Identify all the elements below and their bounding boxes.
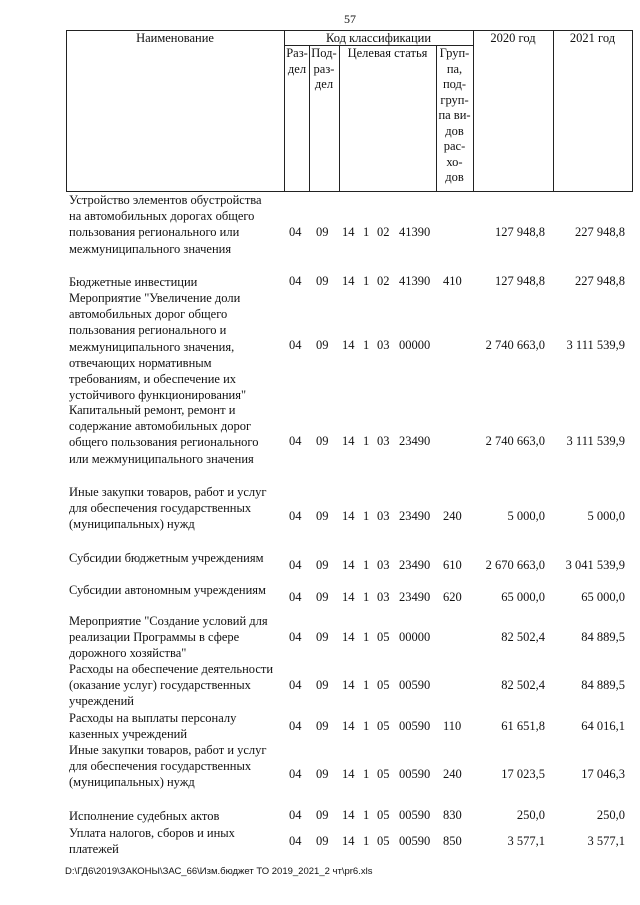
cell-amount-2021: 17 046,3 [581,767,625,781]
row-name: Бюджетные инвестиции [69,275,198,289]
cell-amount-2021: 227 948,8 [575,225,625,239]
cell-razdel: 04 [289,434,302,448]
cell-target-subprogram: 1 [363,767,370,781]
cell-target-event: 03 [377,434,390,448]
header-group [436,46,473,186]
cell-target-event: 05 [377,719,390,733]
header-razdel [284,46,310,77]
cell-razdel: 04 [289,558,302,572]
cell-amount-2020: 5 000,0 [507,509,545,523]
cell-razdel: 04 [289,509,302,523]
cell-target-program: 14 [342,678,355,692]
cell-target-code: 23490 [399,434,431,448]
cell-razdel: 04 [289,678,302,692]
cell-razdel: 04 [289,630,302,644]
cell-target-program: 14 [342,834,355,848]
cell-amount-2021: 5 000,0 [587,509,625,523]
cell-expense-type: 240 [443,767,462,781]
header-podrazdel-line: раз- [313,61,335,76]
cell-target-program: 14 [342,225,355,239]
cell-target-subprogram: 1 [363,509,370,523]
cell-podrazdel: 09 [316,630,329,644]
cell-amount-2020: 17 023,5 [501,767,545,781]
row-name: Иные закупки товаров, работ и услуг для обеспечения государственных (муниципальных) нужд [69,743,267,790]
header-podrazdel [309,46,339,93]
cell-target-event: 02 [377,225,390,239]
cell-expense-type: 410 [443,274,462,288]
cell-podrazdel: 09 [316,719,329,733]
cell-amount-2021: 250,0 [596,808,625,822]
cell-target-program: 14 [342,808,355,822]
row-name: Исполнение судебных актов [69,809,220,823]
cell-amount-2021: 84 889,5 [581,678,625,692]
header-group-line: дов [445,170,464,184]
cell-razdel: 04 [289,834,302,848]
header-divider [553,30,554,192]
cell-target-program: 14 [342,434,355,448]
cell-target-subprogram: 1 [363,590,370,604]
cell-target-code: 00590 [399,808,431,822]
header-group-line: рас- [443,139,466,153]
cell-target-subprogram: 1 [363,434,370,448]
cell-razdel: 04 [289,274,302,288]
cell-target-subprogram: 1 [363,834,370,848]
cell-podrazdel: 09 [316,767,329,781]
header-podrazdel-line: Под- [311,46,337,60]
row-name: Субсидии бюджетным учреждениям [69,551,264,565]
header-left-border [66,30,67,192]
cell-amount-2021: 3 111 539,9 [566,338,625,352]
cell-target-subprogram: 1 [363,630,370,644]
cell-podrazdel: 09 [316,225,329,239]
cell-amount-2020: 61 651,8 [501,719,545,733]
row-name: Субсидии автономным учреждениям [69,583,266,597]
cell-amount-2021: 84 889,5 [581,630,625,644]
cell-target-program: 14 [342,558,355,572]
cell-target-program: 14 [342,338,355,352]
cell-target-event: 03 [377,558,390,572]
file-path-footer: D:\ГД6\2019\ЗАКОНЫ\ЗАС_66\Изм.бюджет ТО 2019_2021_2 чт\pr6.xls [65,866,373,877]
cell-amount-2020: 127 948,8 [495,274,545,288]
cell-amount-2020: 2 740 663,0 [485,434,545,448]
cell-target-code: 41390 [399,274,431,288]
cell-target-code: 23490 [399,558,431,572]
cell-podrazdel: 09 [316,834,329,848]
row-name: Иные закупки товаров, работ и услуг для обеспечения государственных (муниципальных) нужд [69,485,267,532]
cell-amount-2021: 64 016,1 [581,719,625,733]
cell-podrazdel: 09 [316,509,329,523]
header-year-2021: 2021 год [569,31,616,45]
header-classification: Код классификации [325,31,432,45]
cell-target-code: 00590 [399,767,431,781]
cell-target-event: 03 [377,590,390,604]
cell-amount-2021: 3 111 539,9 [566,434,625,448]
header-year-2020: 2020 год [490,31,536,45]
page-number: 57 [344,12,356,26]
row-name: Капитальный ремонт, ремонт и содержание автомобильных дорог общего пользования регионального или межмуниципального значения [69,403,259,466]
cell-expense-type: 110 [443,719,462,733]
header-target: Целевая статья [347,46,428,60]
header-divider [339,45,340,192]
cell-razdel: 04 [289,590,302,604]
cell-target-program: 14 [342,767,355,781]
cell-target-subprogram: 1 [363,338,370,352]
cell-amount-2021: 3 577,1 [587,834,625,848]
cell-expense-type: 850 [443,834,462,848]
cell-amount-2020: 2 740 663,0 [485,338,545,352]
cell-expense-type: 620 [443,590,462,604]
cell-target-subprogram: 1 [363,274,370,288]
cell-amount-2020: 250,0 [516,808,545,822]
cell-expense-type: 830 [443,808,462,822]
cell-target-event: 05 [377,834,390,848]
cell-target-program: 14 [342,719,355,733]
row-name: Устройство элементов обустройства на автомобильных дорогах общего пользования регионального или межмуниципального значения [69,193,262,256]
cell-target-program: 14 [342,590,355,604]
cell-target-code: 23490 [399,509,431,523]
cell-target-code: 00590 [399,834,431,848]
cell-podrazdel: 09 [316,678,329,692]
header-group-line: под- [442,77,467,91]
cell-expense-type: 610 [443,558,462,572]
header-podrazdel-line: дел [314,77,334,91]
header-razdel-line: Раз- [286,46,308,60]
cell-razdel: 04 [289,225,302,239]
cell-target-event: 05 [377,678,390,692]
cell-podrazdel: 09 [316,274,329,288]
cell-podrazdel: 09 [316,434,329,448]
cell-target-program: 14 [342,509,355,523]
cell-expense-type: 240 [443,509,462,523]
cell-target-event: 02 [377,274,390,288]
cell-target-subprogram: 1 [363,719,370,733]
cell-target-program: 14 [342,630,355,644]
cell-razdel: 04 [289,767,302,781]
row-name: Расходы на обеспечение деятельности (оказание услуг) государственных учреждений [69,662,274,709]
cell-amount-2021: 65 000,0 [581,590,625,604]
cell-amount-2021: 3 041 539,9 [565,558,625,572]
cell-target-program: 14 [342,274,355,288]
cell-target-subprogram: 1 [363,808,370,822]
cell-target-event: 05 [377,767,390,781]
cell-razdel: 04 [289,338,302,352]
header-group-line: хо- [446,154,463,169]
cell-amount-2021: 227 948,8 [575,274,625,288]
cell-target-code: 00590 [399,719,431,733]
cell-target-code: 00000 [399,630,431,644]
cell-podrazdel: 09 [316,590,329,604]
header-group-line: Груп- [439,46,470,60]
cell-target-event: 05 [377,808,390,822]
header-right-border [632,30,633,192]
cell-target-event: 03 [377,509,390,523]
header-group-line: па, [446,61,463,76]
cell-razdel: 04 [289,719,302,733]
cell-amount-2020: 65 000,0 [501,590,545,604]
cell-target-code: 00590 [399,678,431,692]
cell-amount-2020: 82 502,4 [501,630,545,644]
cell-target-code: 00000 [399,338,431,352]
header-group-line: дов [445,123,464,138]
row-name: Мероприятие "Создание условий для реализации Программы в сфере дорожного хозяйства" [69,614,268,661]
cell-amount-2020: 3 577,1 [507,834,545,848]
row-name: Мероприятие "Увеличение доли автомобильных дорог общего пользования регионального и межмуниципального значения, отвечающих нормативным требованиям, и обеспечение их устойчивого функционирования" [69,291,247,403]
header-name: Наименование [136,31,214,45]
cell-razdel: 04 [289,808,302,822]
cell-target-subprogram: 1 [363,558,370,572]
cell-podrazdel: 09 [316,808,329,822]
row-name: Расходы на выплаты персоналу казенных учреждений [69,711,237,742]
cell-podrazdel: 09 [316,558,329,572]
cell-target-code: 41390 [399,225,431,239]
row-name: Уплата налогов, сборов и иных платежей [69,826,235,857]
cell-target-event: 03 [377,338,390,352]
cell-amount-2020: 82 502,4 [501,678,545,692]
cell-amount-2020: 2 670 663,0 [485,558,545,572]
cell-target-subprogram: 1 [363,678,370,692]
cell-podrazdel: 09 [316,338,329,352]
header-group-line: па ви- [438,108,471,122]
cell-amount-2020: 127 948,8 [495,225,545,239]
header-razdel-line: дел [287,61,307,76]
cell-target-code: 23490 [399,590,431,604]
cell-target-subprogram: 1 [363,225,370,239]
header-group-line: груп- [440,92,469,107]
header-divider [473,30,474,192]
cell-target-event: 05 [377,630,390,644]
